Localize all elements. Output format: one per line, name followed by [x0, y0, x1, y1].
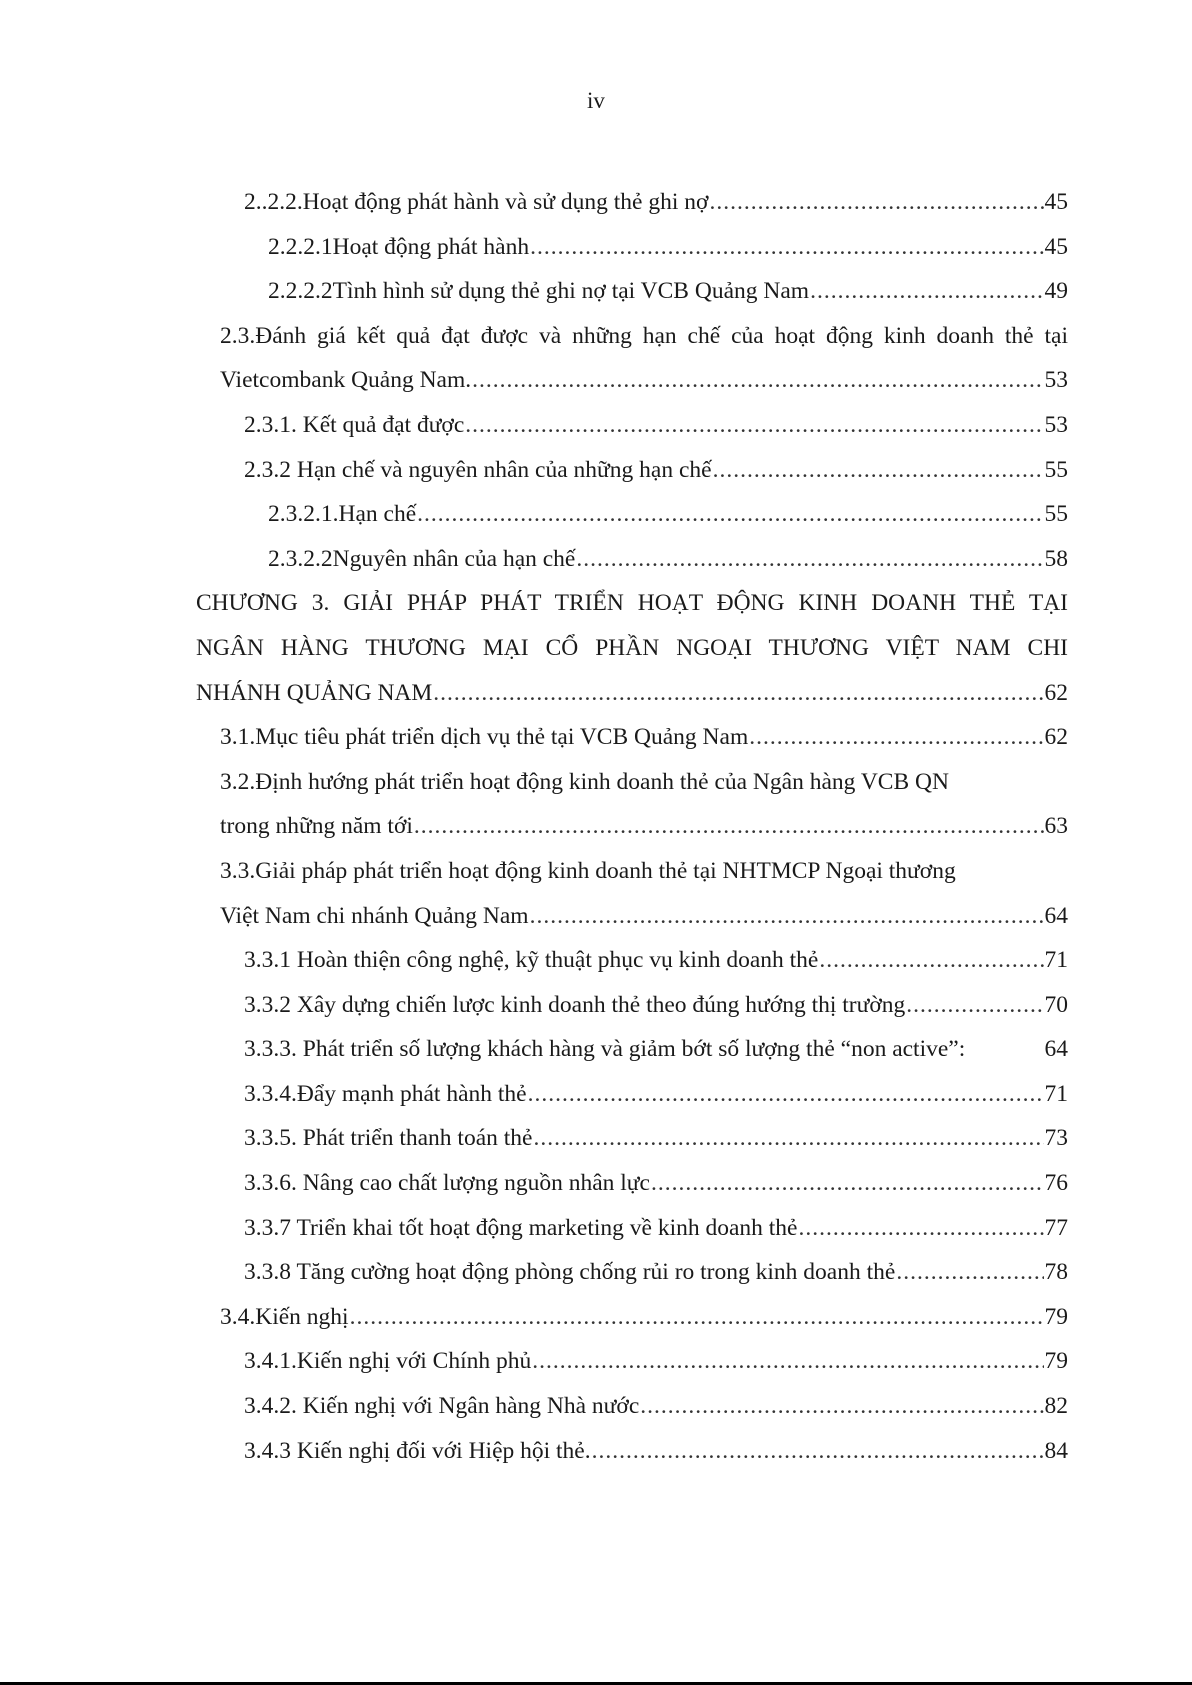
- toc-entry-page: 79: [1044, 1303, 1068, 1330]
- toc-entry-label: 3.4.2. Kiến nghị với Ngân hàng Nhà nước: [244, 1393, 640, 1420]
- toc-entry: [196, 189, 1068, 234]
- toc-entry-label: 3.4.Kiến nghị: [220, 1303, 349, 1330]
- toc-entry: [196, 1081, 1068, 1126]
- toc-dot-leader: [350, 1304, 1044, 1331]
- toc-entry-label: Việt Nam chi nhánh Quảng Nam: [220, 902, 529, 929]
- toc-entry-page: 64: [1044, 1036, 1068, 1063]
- toc-entry-label: 2.2.2.1Hoạt động phát hành: [268, 233, 530, 260]
- toc-entry: [196, 278, 1068, 323]
- toc-entry-page: 82: [1044, 1393, 1068, 1420]
- toc-entry-label: CHƯƠNG 3. GIẢI PHÁP PHÁT TRIỂN HOẠT ĐỘNG KINH DOANH THẺ TẠI: [196, 590, 1068, 617]
- toc-entry-page: 53: [1044, 411, 1068, 438]
- toc-entry-page: 62: [1044, 679, 1068, 706]
- toc-entry: [196, 457, 1068, 502]
- toc-entry-page: 63: [1044, 813, 1068, 840]
- toc-entry-label: 3.4.3 Kiến nghị đối với Hiệp hội thẻ.: [244, 1437, 591, 1464]
- toc-dot-leader: [713, 457, 1044, 484]
- toc-entry: [196, 947, 1068, 992]
- toc-dot-leader: [533, 1125, 1043, 1152]
- toc-entry-page: 55: [1044, 456, 1068, 483]
- toc-dot-leader: [417, 501, 1043, 528]
- toc-entry: [196, 1348, 1068, 1393]
- toc-entry-page: 71: [1044, 1080, 1068, 1107]
- toc-entry-label: NGÂN HÀNG THƯƠNG MẠI CỔ PHẦN NGOẠI THƯƠNG VIỆT NAM CHI: [196, 634, 1068, 661]
- toc-entry-page: 45: [1044, 233, 1068, 260]
- toc-entry-label: 2.3.2.2Nguyên nhân của hạn chế: [268, 545, 576, 572]
- toc-entry-label: trong những năm tới: [220, 813, 413, 840]
- toc-dot-leader: [472, 367, 1043, 394]
- toc-entry-page: 64: [1044, 902, 1068, 929]
- toc-entry: [196, 1304, 1068, 1349]
- toc-entry-page: 78: [1044, 1259, 1068, 1286]
- toc-entry: [196, 1215, 1068, 1260]
- toc-entry: [196, 724, 1068, 769]
- toc-entry: [196, 1036, 1068, 1081]
- toc-entry-label: 3.3.3. Phát triển số lượng khách hàng và giảm bớt số lượng thẻ “non active”:: [244, 1036, 966, 1063]
- table-of-contents: [196, 189, 1068, 1482]
- toc-entry-page: 76: [1044, 1170, 1068, 1197]
- toc-entry-label: 3.2.Định hướng phát triển hoạt động kinh doanh thẻ của Ngân hàng VCB QN: [220, 768, 949, 795]
- toc-dot-leader: [465, 412, 1043, 439]
- toc-entry: [196, 635, 1068, 680]
- toc-entry-page: 53: [1044, 367, 1068, 394]
- toc-entry: [196, 234, 1068, 279]
- toc-entry-page: 73: [1044, 1125, 1068, 1152]
- toc-dot-leader: [433, 680, 1043, 707]
- toc-dot-leader: [799, 1215, 1044, 1242]
- toc-dot-leader: [906, 992, 1043, 1019]
- toc-dot-leader: [810, 278, 1043, 305]
- toc-entry: [196, 1259, 1068, 1304]
- toc-entry: [196, 1438, 1068, 1483]
- toc-entry: [196, 903, 1068, 948]
- toc-entry-page: 84: [1044, 1437, 1068, 1464]
- toc-entry: [196, 323, 1068, 368]
- toc-dot-leader: [749, 724, 1043, 751]
- toc-entry: [196, 813, 1068, 858]
- toc-entry-label: 2.2.2.2Tình hình sử dụng thẻ ghi nợ tại VCB Quảng Nam: [268, 278, 810, 305]
- toc-entry-label: 3.3.8 Tăng cường hoạt động phòng chống rủi ro trong kinh doanh thẻ: [244, 1259, 896, 1286]
- toc-entry: [196, 367, 1068, 412]
- toc-dot-leader: [528, 1081, 1044, 1108]
- toc-entry: [196, 769, 1068, 814]
- toc-entry-page: 45: [1044, 189, 1068, 215]
- toc-entry-label: 3.3.6. Nâng cao chất lượng nguồn nhân lực: [244, 1170, 650, 1197]
- toc-entry-label: 3.3.5. Phát triển thanh toán thẻ: [244, 1125, 533, 1152]
- toc-dot-leader: [532, 1348, 1043, 1375]
- toc-entry: [196, 590, 1068, 635]
- toc-entry-label: Vietcombank Quảng Nam.: [220, 367, 472, 394]
- toc-entry-label: 2..2.2.Hoạt động phát hành và sử dụng thẻ ghi nợ: [244, 189, 709, 215]
- toc-entry-label: 3.4.1.Kiến nghị với Chính phủ: [244, 1348, 532, 1375]
- toc-dot-leader: [651, 1170, 1044, 1197]
- toc-entry: [196, 501, 1068, 546]
- toc-entry-page: 71: [1044, 947, 1068, 974]
- toc-entry: [196, 546, 1068, 591]
- toc-entry-label: 3.1.Mục tiêu phát triển dịch vụ thẻ tại VCB Quảng Nam: [220, 724, 749, 751]
- toc-entry-page: 55: [1044, 501, 1068, 528]
- toc-dot-leader: [530, 903, 1044, 930]
- toc-entry-label: 3.3.7 Triển khai tốt hoạt động marketing về kinh doanh thẻ: [244, 1214, 798, 1241]
- toc-dot-leader: [576, 546, 1043, 573]
- toc-entry-label: 3.3.1 Hoàn thiện công nghệ, kỹ thuật phục vụ kinh doanh thẻ: [244, 947, 819, 974]
- toc-dot-leader: [819, 947, 1043, 974]
- toc-entry-label: 3.3.2 Xây dựng chiến lược kinh doanh thẻ theo đúng hướng thị trường: [244, 991, 906, 1018]
- toc-entry: [196, 1125, 1068, 1170]
- toc-entry-page: 49: [1044, 278, 1068, 305]
- toc-dot-leader: [640, 1393, 1043, 1420]
- toc-entry-page: 70: [1044, 991, 1068, 1018]
- toc-dot-leader: [414, 813, 1044, 840]
- toc-entry-label: 2.3.1. Kết quả đạt được: [244, 411, 465, 438]
- toc-entry-page: 58: [1044, 545, 1068, 572]
- toc-entry-page: 79: [1044, 1348, 1068, 1375]
- toc-dot-leader: [530, 234, 1043, 261]
- toc-entry: [196, 858, 1068, 903]
- toc-dot-leader: [709, 189, 1043, 216]
- toc-dot-leader: [592, 1438, 1044, 1465]
- toc-entry-label: 3.3.Giải pháp phát triển hoạt động kinh doanh thẻ tại NHTMCP Ngoại thương: [220, 857, 956, 884]
- toc-entry-label: 2.3.Đánh giá kết quả đạt được và những hạn chế của hoạt động kinh doanh thẻ tại: [220, 322, 1068, 349]
- toc-entry: [196, 680, 1068, 725]
- toc-entry-label: 3.3.4.Đẩy mạnh phát hành thẻ: [244, 1080, 527, 1107]
- toc-entry: [196, 412, 1068, 457]
- toc-entry-label: 2.3.2 Hạn chế và nguyên nhân của những hạn chế: [244, 456, 712, 483]
- toc-entry: [196, 992, 1068, 1037]
- toc-entry-label: 2.3.2.1.Hạn chế: [268, 501, 417, 528]
- toc-dot-leader: [896, 1259, 1043, 1286]
- toc-entry: [196, 1170, 1068, 1215]
- toc-entry-page: 77: [1044, 1214, 1068, 1241]
- page-number: iv: [587, 88, 605, 113]
- toc-entry-label: NHÁNH QUẢNG NAM: [196, 679, 433, 706]
- toc-entry-page: 62: [1044, 724, 1068, 751]
- toc-entry: [196, 1393, 1068, 1438]
